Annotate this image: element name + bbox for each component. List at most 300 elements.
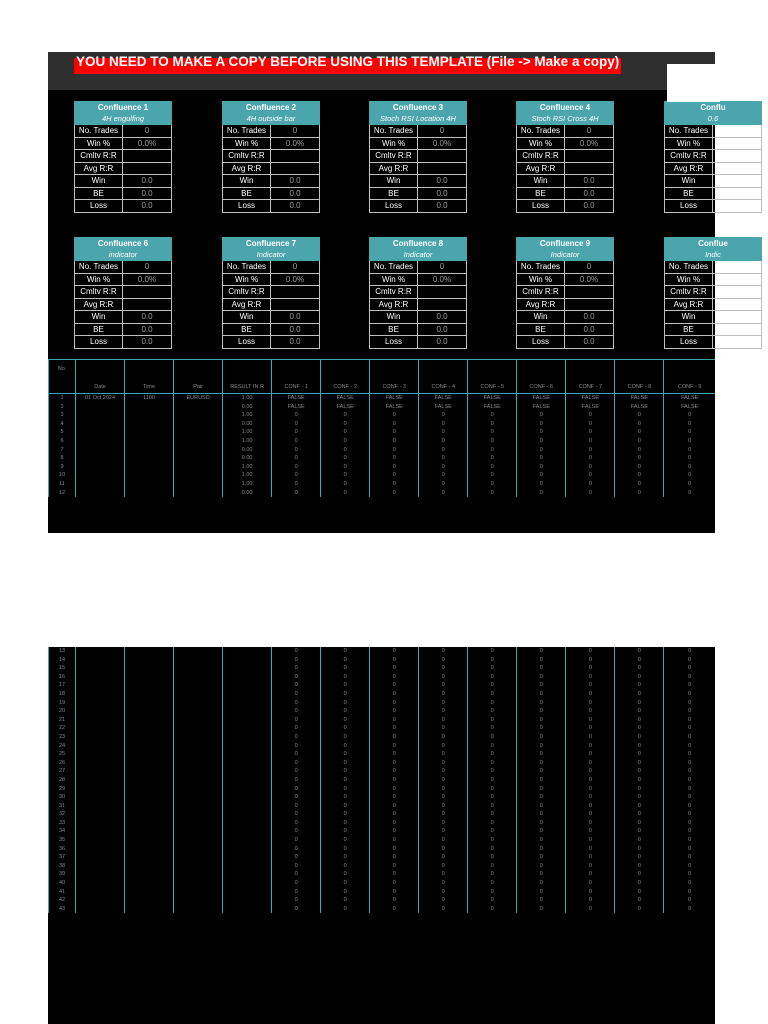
- table-cell[interactable]: 0: [370, 870, 419, 879]
- table-cell[interactable]: [125, 750, 174, 759]
- table-cell[interactable]: [76, 724, 125, 733]
- table-cell[interactable]: 0: [664, 870, 715, 879]
- table-cell[interactable]: [76, 793, 125, 802]
- table-cell[interactable]: 0: [370, 716, 419, 725]
- table-cell[interactable]: 0: [321, 793, 370, 802]
- table-cell[interactable]: 0: [615, 767, 664, 776]
- table-cell[interactable]: 0: [664, 845, 715, 854]
- table-cell[interactable]: 0: [615, 707, 664, 716]
- table-cell[interactable]: [174, 673, 223, 682]
- table-cell[interactable]: 23: [49, 733, 76, 742]
- table-cell[interactable]: [76, 870, 125, 879]
- table-cell[interactable]: [76, 767, 125, 776]
- table-cell[interactable]: 0: [664, 896, 715, 905]
- table-cell[interactable]: [76, 437, 125, 446]
- table-cell[interactable]: [125, 724, 174, 733]
- table-cell[interactable]: [125, 656, 174, 665]
- table-cell[interactable]: [223, 879, 272, 888]
- stat-value[interactable]: [713, 299, 761, 311]
- stat-value[interactable]: 0.0: [583, 312, 595, 321]
- table-cell[interactable]: [174, 471, 223, 480]
- table-cell[interactable]: [76, 879, 125, 888]
- table-cell[interactable]: 0: [321, 681, 370, 690]
- table-cell[interactable]: 21: [49, 716, 76, 725]
- table-cell[interactable]: [76, 716, 125, 725]
- table-cell[interactable]: 0: [419, 446, 468, 455]
- stat-value[interactable]: 0.0: [583, 337, 595, 346]
- table-cell[interactable]: 0: [664, 905, 715, 914]
- table-cell[interactable]: 0: [321, 420, 370, 429]
- table-cell[interactable]: [76, 862, 125, 871]
- table-cell[interactable]: [125, 793, 174, 802]
- table-cell[interactable]: 1100: [125, 394, 174, 403]
- table-cell[interactable]: [76, 664, 125, 673]
- table-cell[interactable]: [174, 437, 223, 446]
- table-cell[interactable]: 0: [370, 480, 419, 489]
- table-cell[interactable]: 0: [370, 724, 419, 733]
- table-cell[interactable]: 0: [468, 411, 517, 420]
- table-cell[interactable]: [125, 420, 174, 429]
- table-cell[interactable]: [76, 707, 125, 716]
- table-cell[interactable]: 0: [272, 733, 321, 742]
- table-cell[interactable]: 0: [468, 896, 517, 905]
- table-cell[interactable]: [174, 699, 223, 708]
- table-cell[interactable]: 0: [517, 664, 566, 673]
- table-cell[interactable]: 0: [419, 463, 468, 472]
- stat-value[interactable]: [271, 150, 319, 162]
- stat-value[interactable]: [418, 299, 466, 311]
- table-cell[interactable]: [76, 489, 125, 498]
- table-cell[interactable]: 0: [566, 724, 615, 733]
- table-cell[interactable]: 0: [615, 733, 664, 742]
- table-cell[interactable]: 0: [566, 699, 615, 708]
- table-cell[interactable]: 0: [615, 862, 664, 871]
- table-cell[interactable]: 4: [49, 420, 76, 429]
- table-cell[interactable]: 0: [321, 647, 370, 656]
- table-cell[interactable]: [125, 870, 174, 879]
- table-cell[interactable]: [76, 785, 125, 794]
- table-cell[interactable]: [174, 819, 223, 828]
- table-cell[interactable]: 0: [566, 853, 615, 862]
- table-cell[interactable]: 0: [272, 862, 321, 871]
- table-cell[interactable]: [174, 896, 223, 905]
- table-cell[interactable]: 0: [321, 446, 370, 455]
- table-cell[interactable]: [223, 793, 272, 802]
- table-cell[interactable]: 0: [370, 664, 419, 673]
- table-cell[interactable]: 0: [468, 785, 517, 794]
- table-cell[interactable]: 0: [468, 471, 517, 480]
- table-cell[interactable]: [174, 742, 223, 751]
- table-cell[interactable]: 0: [566, 767, 615, 776]
- table-cell[interactable]: 0: [615, 870, 664, 879]
- table-cell[interactable]: 0: [664, 759, 715, 768]
- table-cell[interactable]: 9: [49, 463, 76, 472]
- table-cell[interactable]: FALSE: [370, 403, 419, 412]
- table-cell[interactable]: [174, 870, 223, 879]
- table-cell[interactable]: 0: [517, 673, 566, 682]
- table-cell[interactable]: 0: [419, 905, 468, 914]
- table-cell[interactable]: 0: [321, 785, 370, 794]
- table-cell[interactable]: 0: [615, 888, 664, 897]
- table-cell[interactable]: 0: [517, 785, 566, 794]
- table-cell[interactable]: [76, 403, 125, 412]
- table-cell[interactable]: [174, 411, 223, 420]
- table-cell[interactable]: 0: [321, 437, 370, 446]
- table-cell[interactable]: 0: [517, 690, 566, 699]
- table-cell[interactable]: 0: [664, 673, 715, 682]
- table-cell[interactable]: 0: [517, 724, 566, 733]
- table-cell[interactable]: 0: [664, 888, 715, 897]
- table-cell[interactable]: 0: [468, 664, 517, 673]
- table-cell[interactable]: 6: [49, 437, 76, 446]
- table-cell[interactable]: 0: [566, 716, 615, 725]
- table-cell[interactable]: 0: [321, 853, 370, 862]
- table-cell[interactable]: 0: [468, 836, 517, 845]
- table-cell[interactable]: 0: [272, 819, 321, 828]
- table-cell[interactable]: [125, 759, 174, 768]
- table-cell[interactable]: 0: [517, 836, 566, 845]
- table-cell[interactable]: [223, 707, 272, 716]
- table-cell[interactable]: 0: [321, 767, 370, 776]
- table-cell[interactable]: 0: [566, 454, 615, 463]
- table-cell[interactable]: 0: [370, 836, 419, 845]
- table-cell[interactable]: 0: [615, 879, 664, 888]
- stat-value[interactable]: [565, 286, 613, 298]
- table-cell[interactable]: [76, 802, 125, 811]
- table-cell[interactable]: 0: [468, 454, 517, 463]
- table-cell[interactable]: 1.00: [223, 463, 272, 472]
- table-cell[interactable]: 0: [566, 690, 615, 699]
- table-cell[interactable]: 0: [566, 664, 615, 673]
- table-cell[interactable]: 0: [566, 742, 615, 751]
- table-cell[interactable]: 0: [664, 827, 715, 836]
- table-cell[interactable]: 37: [49, 853, 76, 862]
- table-cell[interactable]: 39: [49, 870, 76, 879]
- table-cell[interactable]: [223, 742, 272, 751]
- table-cell[interactable]: [125, 810, 174, 819]
- table-cell[interactable]: 0: [272, 489, 321, 498]
- stat-value[interactable]: [713, 200, 761, 212]
- table-cell[interactable]: [125, 905, 174, 914]
- stat-value[interactable]: 0.0: [141, 188, 153, 198]
- table-cell[interactable]: 0: [419, 845, 468, 854]
- table-cell[interactable]: [76, 896, 125, 905]
- table-cell[interactable]: 0: [370, 489, 419, 498]
- table-cell[interactable]: 14: [49, 656, 76, 665]
- table-cell[interactable]: 0: [321, 690, 370, 699]
- table-cell[interactable]: 0: [419, 759, 468, 768]
- table-cell[interactable]: [76, 836, 125, 845]
- table-cell[interactable]: [125, 647, 174, 656]
- table-cell[interactable]: 0: [370, 411, 419, 420]
- table-cell[interactable]: 0: [272, 656, 321, 665]
- table-cell[interactable]: 0: [370, 827, 419, 836]
- table-cell[interactable]: 0: [419, 767, 468, 776]
- table-cell[interactable]: 0: [664, 733, 715, 742]
- table-cell[interactable]: [76, 905, 125, 914]
- stat-value[interactable]: [713, 163, 761, 175]
- stat-value[interactable]: 0: [586, 126, 592, 135]
- table-cell[interactable]: [174, 802, 223, 811]
- table-cell[interactable]: [125, 411, 174, 420]
- table-cell[interactable]: 0: [468, 750, 517, 759]
- table-cell[interactable]: 0: [664, 819, 715, 828]
- table-cell[interactable]: 0: [272, 767, 321, 776]
- table-cell[interactable]: 0: [566, 870, 615, 879]
- table-cell[interactable]: 0: [664, 707, 715, 716]
- table-cell[interactable]: 42: [49, 896, 76, 905]
- table-cell[interactable]: 0: [419, 827, 468, 836]
- stat-value[interactable]: 0.0: [141, 337, 153, 346]
- table-cell[interactable]: [223, 888, 272, 897]
- table-cell[interactable]: 0: [272, 673, 321, 682]
- table-cell[interactable]: 0: [419, 793, 468, 802]
- table-cell[interactable]: 0: [517, 489, 566, 498]
- stat-value[interactable]: [713, 175, 761, 187]
- table-cell[interactable]: [223, 690, 272, 699]
- table-cell[interactable]: 0: [517, 733, 566, 742]
- table-cell[interactable]: 1: [49, 394, 76, 403]
- table-cell[interactable]: 0: [517, 463, 566, 472]
- table-cell[interactable]: [125, 767, 174, 776]
- table-cell[interactable]: 0: [370, 656, 419, 665]
- table-cell[interactable]: 0: [566, 707, 615, 716]
- table-cell[interactable]: [125, 802, 174, 811]
- table-cell[interactable]: 0: [517, 827, 566, 836]
- table-cell[interactable]: [76, 471, 125, 480]
- table-cell[interactable]: [174, 879, 223, 888]
- table-cell[interactable]: 0: [321, 888, 370, 897]
- stat-value[interactable]: 0.0%: [285, 138, 305, 148]
- table-cell[interactable]: 0: [321, 896, 370, 905]
- table-cell[interactable]: 1.00: [223, 471, 272, 480]
- table-cell[interactable]: [125, 437, 174, 446]
- table-cell[interactable]: 16: [49, 673, 76, 682]
- table-cell[interactable]: 0: [419, 673, 468, 682]
- table-cell[interactable]: [223, 905, 272, 914]
- table-cell[interactable]: 0: [370, 707, 419, 716]
- stat-value[interactable]: [713, 324, 761, 336]
- table-cell[interactable]: 0: [566, 411, 615, 420]
- table-cell[interactable]: [76, 411, 125, 420]
- table-cell[interactable]: 0: [566, 471, 615, 480]
- table-cell[interactable]: FALSE: [321, 394, 370, 403]
- table-cell[interactable]: [125, 480, 174, 489]
- table-cell[interactable]: 0: [664, 420, 715, 429]
- table-cell[interactable]: 0: [321, 733, 370, 742]
- table-cell[interactable]: [125, 463, 174, 472]
- table-cell[interactable]: [76, 819, 125, 828]
- table-cell[interactable]: [174, 888, 223, 897]
- table-cell[interactable]: 0: [419, 420, 468, 429]
- table-cell[interactable]: [125, 690, 174, 699]
- table-cell[interactable]: [125, 853, 174, 862]
- table-cell[interactable]: 1.00: [223, 437, 272, 446]
- table-cell[interactable]: 0: [468, 793, 517, 802]
- table-cell[interactable]: 0: [566, 656, 615, 665]
- table-cell[interactable]: FALSE: [468, 394, 517, 403]
- table-cell[interactable]: 0: [664, 724, 715, 733]
- table-cell[interactable]: 0: [468, 742, 517, 751]
- table-cell[interactable]: 0: [566, 836, 615, 845]
- table-cell[interactable]: FALSE: [615, 394, 664, 403]
- table-cell[interactable]: 0: [419, 690, 468, 699]
- table-cell[interactable]: 0: [272, 411, 321, 420]
- table-cell[interactable]: 0: [664, 681, 715, 690]
- table-cell[interactable]: 3: [49, 411, 76, 420]
- table-cell[interactable]: 0: [566, 673, 615, 682]
- table-cell[interactable]: 0: [321, 759, 370, 768]
- table-cell[interactable]: 0: [468, 819, 517, 828]
- stat-value[interactable]: 0.0: [289, 324, 301, 334]
- stat-value[interactable]: 0.0: [289, 312, 301, 321]
- table-cell[interactable]: 26: [49, 759, 76, 768]
- table-cell[interactable]: 0: [615, 742, 664, 751]
- table-cell[interactable]: 0: [468, 656, 517, 665]
- table-cell[interactable]: 0: [615, 853, 664, 862]
- stat-value[interactable]: 0.0: [583, 188, 595, 198]
- table-cell[interactable]: 0: [664, 480, 715, 489]
- table-cell[interactable]: [223, 845, 272, 854]
- table-cell[interactable]: 0: [615, 463, 664, 472]
- table-cell[interactable]: [223, 767, 272, 776]
- table-cell[interactable]: 0: [272, 463, 321, 472]
- table-cell[interactable]: 0: [468, 446, 517, 455]
- table-cell[interactable]: 0: [419, 888, 468, 897]
- table-cell[interactable]: 0: [468, 699, 517, 708]
- table-cell[interactable]: [223, 647, 272, 656]
- table-cell[interactable]: [174, 836, 223, 845]
- table-cell[interactable]: [174, 845, 223, 854]
- table-cell[interactable]: 0: [468, 853, 517, 862]
- table-cell[interactable]: 0: [419, 879, 468, 888]
- table-cell[interactable]: 0: [468, 420, 517, 429]
- stat-value[interactable]: [713, 188, 761, 200]
- table-cell[interactable]: [125, 471, 174, 480]
- table-cell[interactable]: EURUSD: [174, 394, 223, 403]
- stat-value[interactable]: [713, 138, 761, 150]
- table-cell[interactable]: 0: [615, 810, 664, 819]
- table-cell[interactable]: 0: [615, 437, 664, 446]
- table-cell[interactable]: [223, 681, 272, 690]
- table-cell[interactable]: 0: [566, 463, 615, 472]
- table-cell[interactable]: 0: [419, 707, 468, 716]
- table-cell[interactable]: 0: [468, 879, 517, 888]
- table-cell[interactable]: 0: [664, 656, 715, 665]
- table-cell[interactable]: [174, 489, 223, 498]
- table-cell[interactable]: 0: [566, 819, 615, 828]
- table-cell[interactable]: 0: [419, 819, 468, 828]
- table-cell[interactable]: 0: [468, 707, 517, 716]
- table-cell[interactable]: 1.00: [223, 428, 272, 437]
- table-cell[interactable]: 0: [517, 716, 566, 725]
- stat-value[interactable]: 0.0: [289, 337, 301, 346]
- table-cell[interactable]: 30: [49, 793, 76, 802]
- table-cell[interactable]: 0: [419, 802, 468, 811]
- table-cell[interactable]: 1.00: [223, 480, 272, 489]
- table-cell[interactable]: 0: [419, 656, 468, 665]
- table-cell[interactable]: [76, 810, 125, 819]
- table-cell[interactable]: 0: [615, 827, 664, 836]
- table-cell[interactable]: 0: [517, 793, 566, 802]
- table-cell[interactable]: 0: [321, 870, 370, 879]
- table-cell[interactable]: [174, 664, 223, 673]
- table-cell[interactable]: 0: [272, 802, 321, 811]
- table-cell[interactable]: [223, 819, 272, 828]
- table-cell[interactable]: 15: [49, 664, 76, 673]
- stat-value[interactable]: [418, 163, 466, 175]
- table-cell[interactable]: [223, 716, 272, 725]
- table-cell[interactable]: 11: [49, 480, 76, 489]
- table-cell[interactable]: [174, 905, 223, 914]
- table-cell[interactable]: 0: [419, 733, 468, 742]
- table-cell[interactable]: 0: [517, 767, 566, 776]
- stat-value[interactable]: 0: [292, 262, 298, 271]
- table-cell[interactable]: 0: [566, 827, 615, 836]
- table-cell[interactable]: 0: [370, 673, 419, 682]
- table-cell[interactable]: 0: [468, 489, 517, 498]
- table-cell[interactable]: [223, 673, 272, 682]
- table-cell[interactable]: 0: [615, 724, 664, 733]
- table-cell[interactable]: 43: [49, 905, 76, 914]
- table-cell[interactable]: 0: [664, 699, 715, 708]
- table-cell[interactable]: 0: [664, 690, 715, 699]
- table-cell[interactable]: 0: [517, 819, 566, 828]
- table-cell[interactable]: [76, 827, 125, 836]
- table-cell[interactable]: 0: [517, 742, 566, 751]
- table-cell[interactable]: 0: [272, 785, 321, 794]
- stat-value[interactable]: 0.0%: [285, 274, 305, 284]
- table-cell[interactable]: 0: [370, 742, 419, 751]
- table-cell[interactable]: 0: [517, 853, 566, 862]
- table-cell[interactable]: 0: [664, 836, 715, 845]
- table-cell[interactable]: 0: [468, 463, 517, 472]
- table-cell[interactable]: 2: [49, 403, 76, 412]
- stat-value[interactable]: [713, 336, 761, 348]
- table-cell[interactable]: 0: [419, 870, 468, 879]
- table-cell[interactable]: 5: [49, 428, 76, 437]
- table-cell[interactable]: 0: [272, 716, 321, 725]
- table-cell[interactable]: 0: [321, 411, 370, 420]
- table-cell[interactable]: 0.00: [223, 446, 272, 455]
- table-cell[interactable]: 0.00: [223, 489, 272, 498]
- stat-value[interactable]: [418, 286, 466, 298]
- table-cell[interactable]: 0: [566, 888, 615, 897]
- table-cell[interactable]: [125, 733, 174, 742]
- stat-value[interactable]: 0: [144, 262, 150, 271]
- stat-value[interactable]: 0: [144, 126, 150, 135]
- table-cell[interactable]: 0: [272, 793, 321, 802]
- table-cell[interactable]: 0: [566, 420, 615, 429]
- table-cell[interactable]: 0: [566, 489, 615, 498]
- table-cell[interactable]: 0: [370, 463, 419, 472]
- table-cell[interactable]: 0: [615, 681, 664, 690]
- table-cell[interactable]: [125, 827, 174, 836]
- table-cell[interactable]: 0: [615, 845, 664, 854]
- table-cell[interactable]: 0: [419, 836, 468, 845]
- table-cell[interactable]: 01 Oct 2024: [76, 394, 125, 403]
- table-cell[interactable]: 0: [272, 845, 321, 854]
- stat-value[interactable]: 0.0: [436, 201, 448, 210]
- stat-value[interactable]: [565, 163, 613, 175]
- stat-value[interactable]: 0: [292, 126, 298, 135]
- table-cell[interactable]: 0: [272, 437, 321, 446]
- table-cell[interactable]: 0: [664, 463, 715, 472]
- stat-value[interactable]: [713, 150, 761, 162]
- table-cell[interactable]: 24: [49, 742, 76, 751]
- table-cell[interactable]: [125, 673, 174, 682]
- table-cell[interactable]: 0: [468, 681, 517, 690]
